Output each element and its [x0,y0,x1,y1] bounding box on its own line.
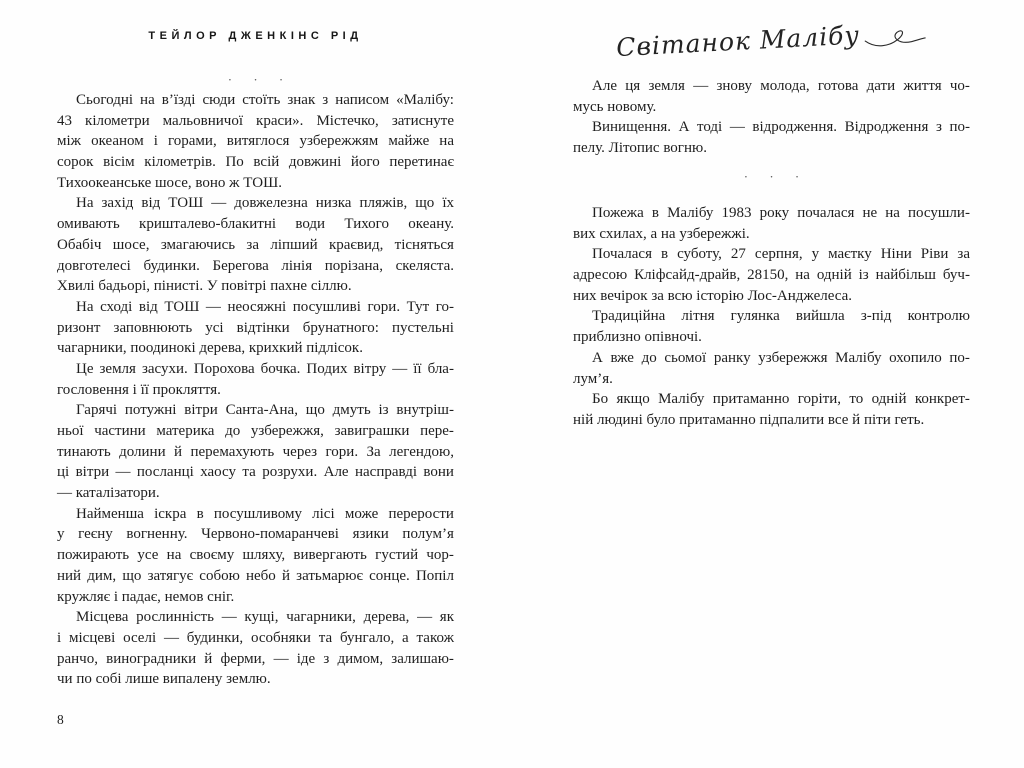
text-line: адресою Кліфсайд-драйв, 28150, на одній із найбільш буч- [573,267,970,284]
text-line: — каталізатори. [57,485,160,502]
text-line: кружляє і падає, немов сніг. [57,588,235,605]
text-line: Винищення. А тоді — відродження. Відродження з по- [592,119,970,136]
right-page[interactable] [573,0,970,768]
text-line: Почалася в суботу, 27 серпня, у маєтку Ніни Ріви за [592,246,970,263]
text-line: чи по собі лише випалену землю. [57,671,271,688]
text-line: 43 кілометри мальовничої краси». Містечко, затиснуте [57,112,454,129]
text-line: гословення і її прокляття. [57,381,221,398]
signature-flourish-icon [863,26,928,53]
left-page-text [57,90,454,690]
text-line: тинають долини й перемахують через гори. За легендою, [57,443,454,460]
text-line: сорок вісім кілометрів. По всій довжині його перетинає [57,154,454,171]
right-page-text-lower [573,203,970,431]
text-line: них вечірок за всю історію Лос-Анджелеса. [573,287,852,304]
text-line: Гарячі потужні вітри Санта-Ана, що дмуть із внутріш- [76,402,454,419]
text-line: ранчо, виноградники й ферми, — іде з димом, залишаю- [57,650,454,667]
author-running-header: ТЕЙЛОР ДЖЕНКІНС РІД [148,30,363,42]
text-line: пелу. Літопис вогню. [573,140,707,157]
text-line: Традиційна літня гулянка вийшла з-під контролю [592,308,970,325]
text-line: На сході від ТОШ — неосяжні посушливі гори. Тут го- [76,298,454,315]
page-number: 8 [57,712,64,727]
text-line: лум’я. [573,370,613,387]
text-line: Хвилі бадьорі, пінисті. У повітрі пахне сіллю. [57,278,352,295]
text-line: Але ця земля — знову молода, готова дати життя чо- [592,78,970,94]
text-line: Обабіч шосе, змагаючись за ліпший краєвид, тісняться [57,236,454,253]
text-line: На захід від ТОШ — довжелезна низка пляжів, що їх [76,195,454,212]
text-line: ньої частини материка до узбережжя, завиграшки пере- [57,423,454,439]
text-line: ній людині було притаманно підпалити все й піти геть. [573,411,925,428]
text-line: Сьогодні на в’їзді сюди стоїть знак з написом «Малібу: [76,92,454,108]
text-line: пожирають усе на своєму шляху, вивергають густий чор- [57,547,454,564]
text-line: Бо якщо Малібу притаманно горіти, то одній конкрет- [592,391,970,408]
text-line: приблизно опівночі. [573,329,702,346]
text-line: чагарники, поодинокі дерева, крихкий підлісок. [57,340,363,357]
text-line: Це земля засухи. Порохова бочка. Подих вітру — її бла- [76,360,454,377]
text-line: довготелесі будинки. Берегова лінія порізана, скеляста. [57,257,454,274]
scene-break-ornament: · · · [227,72,293,87]
text-line: ний дим, що затягує собою небо й затьмарює сонце. Попіл [57,567,454,584]
text-line: у геєну вогненну. Червоно-помаранчеві язики полум’я [57,526,454,543]
left-page[interactable] [57,0,454,768]
text-line: Пожежа в Малібу 1983 року почалася не на посушли- [592,205,970,221]
text-line: Тихоокеанське шосе, воно ж ТОШ. [57,174,282,191]
title-running-header-text: Світанок Малібу [615,19,861,62]
text-line: А вже до сьомої ранку узбережжя Малібу охопило по- [592,349,970,366]
text-line: і місцеві оселі — будинки, особняки та бунгало, а також [57,629,454,646]
right-page-text-upper [573,76,970,159]
text-line: вих схилах, а на узбережжі. [573,225,750,242]
text-line: ризонт заповнюють усі відтінки брунатного: пустельні [57,319,454,336]
scene-break-ornament: · · · [743,169,809,184]
text-line: між океаном і горами, витяглося узбережжям майже на [57,133,454,150]
text-line: омивають кришталево-блакитні води Тихого океану. [57,216,454,233]
text-line: Найменша іскра в посушливому лісі може перерости [76,505,454,522]
text-line: ці вітри — посланці хаосу та розрухи. Але насправді вони [57,464,454,481]
title-running-header [572,10,970,69]
text-line: Місцева рослинність — кущі, чагарники, дерева, — як [76,609,454,626]
text-line: мусь новому. [573,98,657,115]
